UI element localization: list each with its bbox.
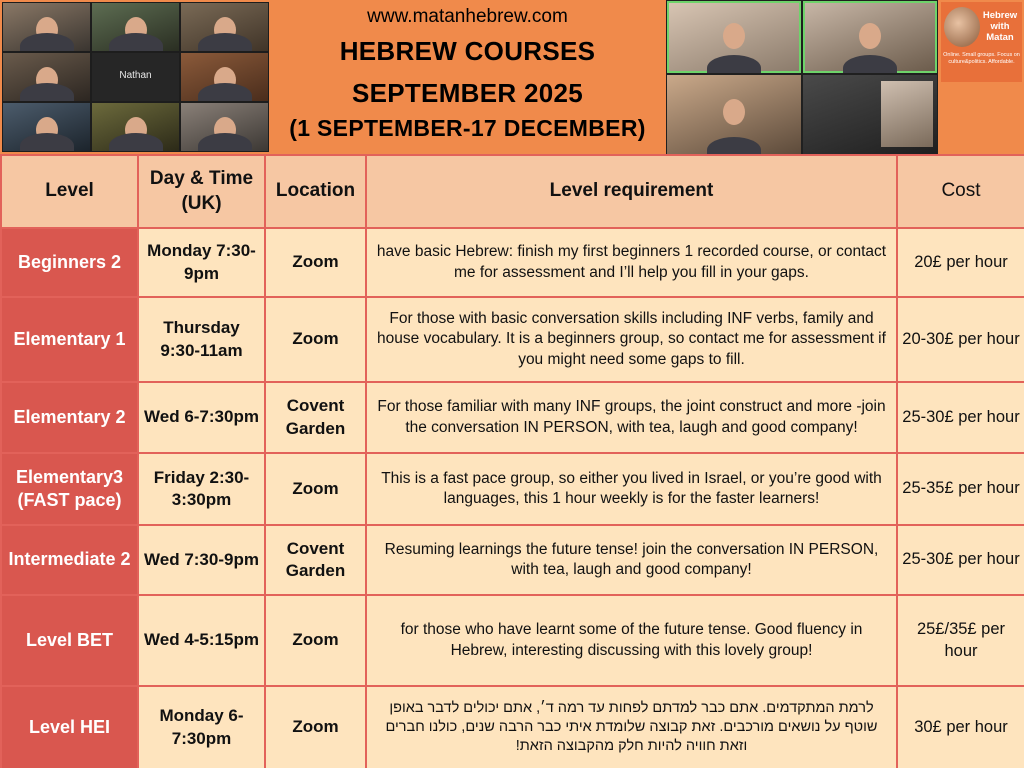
level-cell: Level BET <box>1 595 138 686</box>
location-cell: Zoom <box>265 297 366 382</box>
level-cell: Elementary 1 <box>1 297 138 382</box>
video-participant-tile <box>181 3 268 51</box>
day-time-cell: Monday 6-7:30pm <box>138 686 265 768</box>
requirement-cell: for those who have learnt some of the future tense. Good fluency in Hebrew, interesting discussing with this lovely group! <box>366 595 897 686</box>
hebrew-with-matan-logo <box>941 2 1022 82</box>
course-schedule-table <box>0 154 1024 768</box>
requirement-cell: Resuming learnings the future tense! join the conversation IN PERSON, with tea, laugh and good company! <box>366 525 897 595</box>
cost-cell: 30£ per hour <box>897 686 1024 768</box>
cost-cell: 25-35£ per hour <box>897 453 1024 525</box>
video-participant-tile <box>92 103 179 151</box>
table-row <box>1 453 1024 525</box>
video-participant-tile <box>92 3 179 51</box>
location-cell: Zoom <box>265 686 366 768</box>
table-row <box>1 228 1024 297</box>
cost-cell: 20£ per hour <box>897 228 1024 297</box>
page-subtitle-month: SEPTEMBER 2025 <box>351 78 584 108</box>
video-call-collage-left <box>2 2 269 152</box>
requirement-cell-hebrew: לרמת המתקדמים. אתם כבר למדתם לפחות עד רמה ד׳, אתם יכולים לדבר באופן שוטף על נושאים מורכבים. זאת קבוצה שלומדת איתי כבר הרבה שנים, כולנו חברים וזאת חוויה להיות חלק מהקבוצה הזאת! <box>366 686 897 768</box>
location-cell: Zoom <box>265 595 366 686</box>
cost-cell: 25-30£ per hour <box>897 525 1024 595</box>
table-header-row <box>1 155 1024 228</box>
column-header-level-requirement: Level requirement <box>366 155 897 228</box>
table-row <box>1 595 1024 686</box>
location-cell: Covent Garden <box>265 525 366 595</box>
participant-name-label: Nathan <box>119 70 152 81</box>
location-cell: Zoom <box>265 228 366 297</box>
location-cell: Zoom <box>265 453 366 525</box>
cost-cell: 25£/35£ per hour <box>897 595 1024 686</box>
cost-cell: 25-30£ per hour <box>897 382 1024 453</box>
requirement-cell: have basic Hebrew: finish my first beginners 1 recorded course, or contact me for assessment and I’ll help you fill in your gaps. <box>366 228 897 297</box>
column-header-day-time: Day & Time (UK) <box>138 155 265 228</box>
page-subtitle-dates: (1 SEPTEMBER-17 DECEMBER) <box>289 115 646 141</box>
column-header-cost: Cost <box>897 155 1024 228</box>
level-cell: Intermediate 2 <box>1 525 138 595</box>
video-participant-tile <box>803 75 937 155</box>
day-time-cell: Monday 7:30-9pm <box>138 228 265 297</box>
table-row <box>1 525 1024 595</box>
video-participant-tile <box>181 53 268 101</box>
column-header-level: Level <box>1 155 138 228</box>
requirement-cell: For those familiar with many INF groups, the joint construct and more -join the conversation IN PERSON, with tea, laugh and good company! <box>366 382 897 453</box>
video-participant-tile <box>3 53 90 101</box>
video-call-collage-right <box>666 0 938 154</box>
day-time-cell: Wed 6-7:30pm <box>138 382 265 453</box>
video-participant-tile <box>667 75 801 155</box>
day-time-cell: Friday 2:30-3:30pm <box>138 453 265 525</box>
table-row <box>1 686 1024 768</box>
logo-tagline: Online. Small groups. Focus on culture&politics. Affordable. <box>943 52 1020 65</box>
day-time-cell: Wed 7:30-9pm <box>138 525 265 595</box>
page-title: HEBREW COURSES <box>339 36 596 66</box>
page-header <box>0 0 1024 154</box>
day-time-cell: Wed 4-5:15pm <box>138 595 265 686</box>
level-cell: Elementary3 (FAST pace) <box>1 453 138 525</box>
level-cell: Beginners 2 <box>1 228 138 297</box>
cost-cell: 20-30£ per hour <box>897 297 1024 382</box>
video-participant-tile <box>181 103 268 151</box>
logo-name: Hebrew with Matan <box>982 10 1018 43</box>
video-participant-tile <box>3 103 90 151</box>
table-row <box>1 382 1024 453</box>
requirement-cell: For those with basic conversation skills including INF verbs, family and house vocabulary. It is a beginners group, so contact me for assessment if you might need some gaps to fill. <box>366 297 897 382</box>
location-cell: Covent Garden <box>265 382 366 453</box>
day-time-cell: Thursday 9:30-11am <box>138 297 265 382</box>
column-header-location: Location <box>265 155 366 228</box>
logo-photo <box>944 7 980 47</box>
video-participant-tile <box>667 1 801 73</box>
level-cell: Elementary 2 <box>1 382 138 453</box>
video-participant-tile <box>803 1 937 73</box>
video-participant-tile-camera-off <box>92 53 179 101</box>
video-participant-tile <box>3 3 90 51</box>
requirement-cell: This is a fast pace group, so either you lived in Israel, or you’re good with languages, this 1 hour weekly is for the faster learners! <box>366 453 897 525</box>
website-url: www.matanhebrew.com <box>367 6 568 27</box>
level-cell: Level HEI <box>1 686 138 768</box>
table-row <box>1 297 1024 382</box>
